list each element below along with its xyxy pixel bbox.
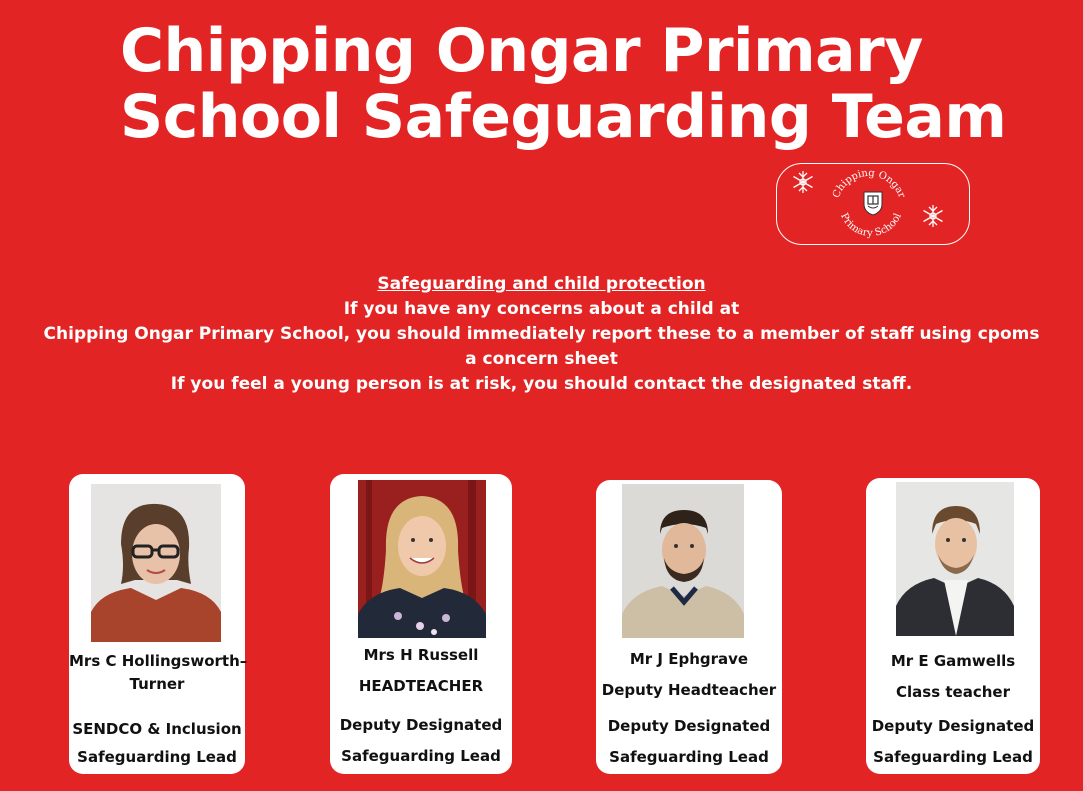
- staff-role: Safeguarding Lead: [609, 748, 769, 766]
- staff-role: Safeguarding Lead: [341, 747, 501, 765]
- staff-role: Safeguarding Lead: [77, 748, 237, 766]
- staff-photo-figure: [91, 484, 221, 642]
- staff-photo: [896, 482, 1014, 636]
- school-logo: [776, 163, 970, 245]
- staff-title: Class teacher: [896, 683, 1010, 701]
- intro-line: If you feel a young person is at risk, you should contact the designated staff.: [170, 374, 913, 394]
- snowflake-icon: [794, 171, 813, 193]
- staff-role: Deputy Designated: [871, 717, 1035, 735]
- staff-title: Deputy Headteacher: [601, 681, 777, 699]
- staff-card: [866, 478, 1040, 774]
- intro-line: Chipping Ongar Primary School, you should immediately report these to a member of staff using cpoms: [43, 324, 1040, 344]
- school-logo-graphic: [777, 164, 971, 246]
- staff-photo-figure: [896, 482, 1014, 636]
- school-crest-icon: [864, 192, 882, 215]
- title-line-1: Chipping Ongar Primary: [120, 16, 923, 86]
- staff-photo: [91, 484, 221, 642]
- staff-card: [596, 480, 782, 774]
- snowflake-icon: [924, 205, 943, 227]
- intro-heading: Safeguarding and child protection: [377, 274, 706, 294]
- intro-line: a concern sheet: [465, 349, 618, 369]
- safeguarding-intro: [0, 272, 1083, 397]
- staff-name-continued: Turner: [129, 675, 185, 693]
- staff-name: Mr J Ephgrave: [629, 650, 749, 668]
- staff-photo: [622, 484, 744, 638]
- staff-role: Deputy Designated: [339, 716, 503, 734]
- staff-role: Deputy Designated: [607, 717, 771, 735]
- title-line-2: School Safeguarding Team: [120, 82, 1007, 152]
- staff-name: Mrs H Russell: [363, 646, 479, 664]
- logo-text-bottom: Primary School: [838, 211, 904, 240]
- staff-role: Safeguarding Lead: [873, 748, 1033, 766]
- intro-line: If you have any concerns about a child at: [343, 299, 740, 319]
- staff-photo-figure: [358, 480, 486, 638]
- staff-photo: [358, 480, 486, 638]
- staff-photo-figure: [622, 484, 744, 638]
- logo-text-top: Chipping Ongar: [830, 167, 908, 200]
- staff-card: [330, 474, 512, 774]
- staff-card: [69, 474, 248, 774]
- page-title: [120, 18, 1006, 150]
- staff-role: SENDCO & Inclusion: [72, 720, 242, 738]
- staff-title: HEADTEACHER: [358, 677, 484, 695]
- staff-name: Mr E Gamwells: [890, 652, 1016, 670]
- staff-name: Mrs C Hollingsworth–: [69, 652, 248, 670]
